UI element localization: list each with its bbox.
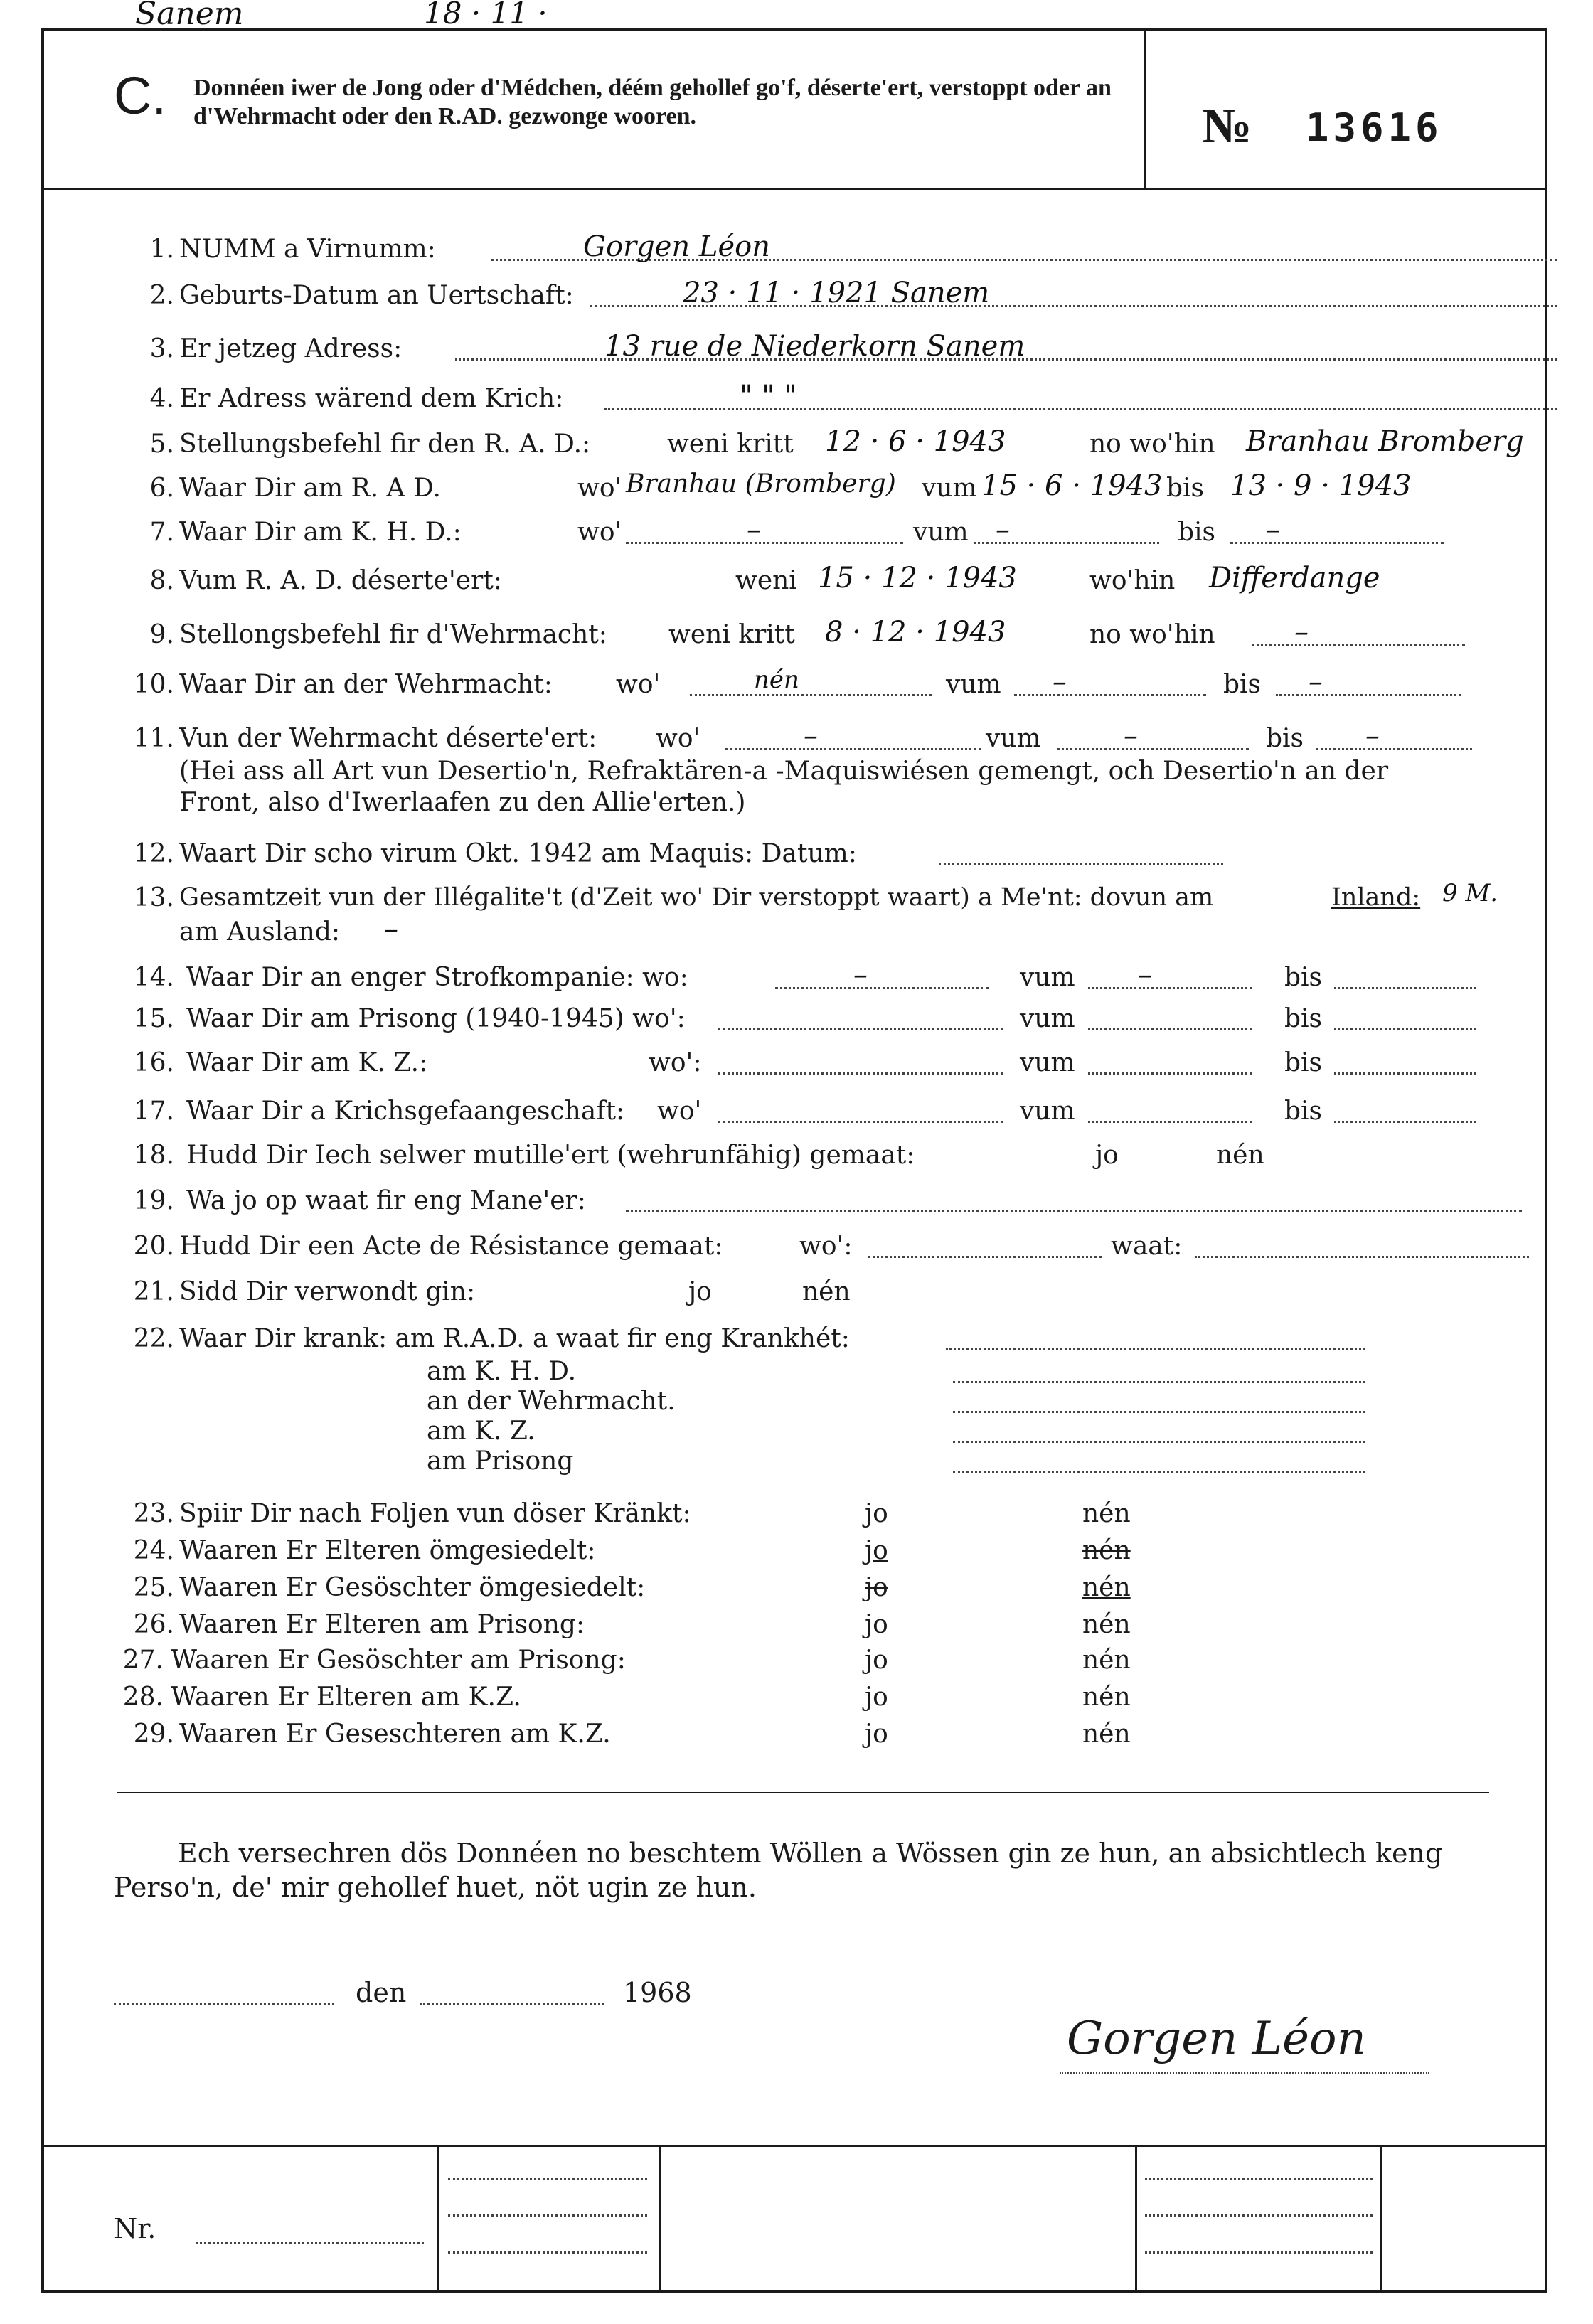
field-label: Waar Dir am K. Z.:: [186, 1048, 428, 1077]
fill-line[interactable]: [1334, 1004, 1476, 1030]
fill-line[interactable]: [868, 1232, 1102, 1258]
field-label: NUMM a Virnumm:: [179, 235, 436, 264]
fill-line[interactable]: [939, 839, 1223, 865]
row-3: [0, 330, 1593, 371]
row-29: [0, 1720, 1593, 1757]
row-number: 13.: [133, 883, 174, 912]
handwritten-dash: –: [1309, 666, 1323, 698]
handwritten-dash: –: [1124, 720, 1138, 752]
row-number: 17.: [133, 1097, 174, 1126]
field-label: waat:: [1111, 1232, 1183, 1261]
row-7: [0, 513, 1593, 555]
field-label: Er Adress wärend dem Krich:: [179, 384, 564, 413]
field-label: wo'hin: [1089, 566, 1176, 595]
fill-line[interactable]: [1088, 1048, 1252, 1075]
field-label: no wo'hin: [1089, 430, 1215, 459]
fill-line[interactable]: [1334, 963, 1476, 989]
field-label: Waart Dir scho virum Okt. 1942 am Maquis: Datum:: [179, 839, 857, 868]
sub-label: am K. H. D.: [427, 1357, 577, 1386]
row-number: 24.: [133, 1536, 174, 1565]
option-yes-struck[interactable]: jo: [865, 1573, 888, 1602]
option-no[interactable]: nén: [1082, 1499, 1131, 1528]
row-number: 14.: [133, 963, 174, 992]
row-2: [0, 277, 1593, 318]
footer-col-1: [437, 2145, 439, 2293]
handwritten-dash: –: [747, 513, 761, 546]
field-label: vum: [1020, 1004, 1075, 1033]
row-number: 16.: [133, 1048, 174, 1077]
handwritten-dash: –: [853, 959, 868, 991]
handwritten-date: 8 · 12 · 1943: [825, 616, 1006, 649]
row-26: [0, 1610, 1593, 1647]
fill-line[interactable]: [1088, 1097, 1252, 1123]
option-no[interactable]: nén: [1082, 1646, 1131, 1675]
row-number: 22.: [133, 1324, 174, 1353]
note-line-1: (Hei ass all Art vun Desertio'n, Refraktären-a -Maquiswiésen gemengt, och Desertio'n an der: [179, 757, 1389, 786]
field-label: Waaren Er Gesöschter am Prisong:: [171, 1646, 626, 1675]
option-yes[interactable]: jo: [865, 1499, 888, 1528]
field-label: vum: [922, 474, 977, 503]
option-no-selected[interactable]: nén: [1082, 1573, 1131, 1602]
field-label: Waaren Er Elteren ömgesiedelt:: [179, 1536, 596, 1565]
field-label: vum: [1020, 1048, 1075, 1077]
row-22: [0, 1324, 1593, 1361]
header-rule: [41, 188, 1547, 190]
row-9: [0, 616, 1593, 657]
row-5: [0, 425, 1593, 467]
row-19: [0, 1186, 1593, 1223]
footer-col-4: [1380, 2145, 1382, 2293]
handwritten-place: Branhau Bromberg: [1246, 425, 1524, 458]
footer-cell-line[interactable]: [448, 2153, 647, 2180]
option-yes[interactable]: jo: [865, 1683, 888, 1712]
fill-line[interactable]: [718, 1097, 1003, 1123]
field-label: Waaren Er Geseschteren am K.Z.: [179, 1720, 611, 1749]
number-symbol: №: [1202, 99, 1252, 154]
option-yes[interactable]: jo: [865, 1720, 888, 1749]
footer-cell-line[interactable]: [448, 2190, 647, 2217]
option-no[interactable]: nén: [1216, 1141, 1264, 1170]
row-number: 20.: [133, 1232, 174, 1261]
row-number: 6.: [149, 474, 174, 503]
handwritten-dash: –: [1294, 616, 1309, 649]
field-label: Wa jo op waat fir eng Mane'er:: [186, 1186, 586, 1215]
handwritten-dash: –: [804, 720, 818, 752]
field-label: wo': [616, 670, 661, 699]
option-yes[interactable]: jo: [1095, 1141, 1119, 1170]
row-14: [0, 959, 1593, 1000]
field-label: vum: [1020, 963, 1075, 992]
row-number: 25.: [133, 1573, 174, 1602]
fill-line[interactable]: [718, 1004, 1003, 1030]
field-label: am Ausland:: [179, 917, 341, 947]
field-label: Geburts-Datum an Uertschaft:: [179, 281, 574, 310]
field-label: Gesamtzeit vun der Illégalite't (d'Zeit wo' Dir verstoppt waart) a Me'nt: dovun am: [179, 883, 1214, 912]
fill-line[interactable]: [626, 518, 903, 544]
option-no[interactable]: nén: [1082, 1720, 1131, 1749]
row-number: 2.: [149, 281, 174, 310]
row-20: [0, 1232, 1593, 1269]
fill-line[interactable]: [1195, 1232, 1529, 1258]
row-number: 15.: [133, 1004, 174, 1033]
footer-cell-line[interactable]: [1145, 2153, 1373, 2180]
footer-cell-line[interactable]: [1145, 2190, 1373, 2217]
handwritten-dash: –: [996, 513, 1010, 546]
field-label: Hudd Dir een Acte de Résistance gemaat:: [179, 1232, 723, 1261]
field-label: bis: [1266, 724, 1304, 753]
fill-line[interactable]: [1334, 1048, 1476, 1075]
option-no[interactable]: nén: [1082, 1610, 1131, 1639]
field-label: bis: [1284, 963, 1323, 992]
field-label: Spiir Dir nach Foljen vun döser Kränkt:: [179, 1499, 691, 1528]
field-label: weni kritt: [668, 620, 795, 649]
fill-line[interactable]: [953, 1446, 1365, 1473]
note-line-2: Front, also d'Iwerlaafen zu den Allie'erten.): [179, 788, 746, 817]
option-yes[interactable]: jo: [688, 1277, 712, 1306]
row-number: 21.: [133, 1277, 174, 1306]
fill-line[interactable]: [1316, 724, 1472, 750]
date-line[interactable]: [420, 1978, 604, 2005]
handwritten-birth: 23 · 11 · 1921 Sanem: [683, 277, 990, 309]
signature: Gorgen Léon: [1067, 2013, 1366, 2065]
option-yes[interactable]: jo: [865, 1646, 888, 1675]
option-no[interactable]: nén: [802, 1277, 851, 1306]
field-label: wo':: [799, 1232, 853, 1261]
row-number: 23.: [133, 1499, 174, 1528]
fill-line[interactable]: [946, 1324, 1365, 1350]
fill-line[interactable]: [1088, 963, 1252, 989]
section-letter: C.: [114, 66, 166, 125]
field-label: vum: [946, 670, 1001, 699]
row-10: [0, 666, 1593, 707]
row-number: 1.: [149, 235, 174, 264]
fill-line[interactable]: [1230, 518, 1444, 544]
handwritten-months: 9 M.: [1442, 879, 1498, 907]
row-number: 12.: [133, 839, 174, 868]
field-label: no wo'hin: [1089, 620, 1215, 649]
year-label: 1968: [623, 1977, 692, 2008]
fill-line[interactable]: [1057, 724, 1249, 750]
sub-label: an der Wehrmacht.: [427, 1387, 676, 1416]
handwritten-place: Sanem: [135, 0, 244, 32]
field-label: Waar Dir am K. H. D.:: [179, 518, 462, 547]
row-17: [0, 1097, 1593, 1134]
fill-line[interactable]: [1334, 1097, 1476, 1123]
row-number: 26.: [133, 1610, 174, 1639]
handwritten-dash: –: [1266, 513, 1280, 546]
fill-line[interactable]: [1276, 670, 1461, 696]
row-11: [0, 720, 1593, 761]
row-number: 18.: [133, 1141, 174, 1170]
row-16: [0, 1048, 1593, 1085]
row-18: [0, 1141, 1593, 1178]
field-label: bis: [1284, 1048, 1323, 1077]
handwritten-ditto: " " ": [740, 380, 797, 412]
footer-cell-line[interactable]: [448, 2227, 647, 2254]
fill-line[interactable]: [690, 670, 932, 696]
field-label: wo': [577, 518, 622, 547]
handwritten-dash: –: [1365, 720, 1380, 752]
signature-line[interactable]: [1060, 2048, 1429, 2074]
field-label: wo':: [649, 1048, 702, 1077]
field-label: Er jetzeg Adress:: [179, 334, 403, 363]
row-21: [0, 1277, 1593, 1314]
field-label: Waar Dir an der Wehrmacht:: [179, 670, 553, 699]
sub-label: am K. Z.: [427, 1417, 536, 1446]
option-no-struck[interactable]: nén: [1082, 1536, 1131, 1565]
field-label: vum: [913, 518, 969, 547]
fill-line[interactable]: [1014, 670, 1206, 696]
handwritten-date: 12 · 6 · 1943: [825, 425, 1006, 458]
row-number: 3.: [149, 334, 174, 363]
field-label: wo': [656, 724, 700, 753]
footer-rule: [41, 2145, 1547, 2147]
option-yes-selected[interactable]: jo: [865, 1536, 888, 1565]
row-1: [0, 230, 1593, 272]
handwritten-name: Gorgen Léon: [583, 230, 770, 263]
field-label: Waar Dir am R. A D.: [179, 474, 441, 503]
field-label: bis: [1178, 518, 1216, 547]
row-13-cont: [0, 913, 1593, 954]
row-25: [0, 1573, 1593, 1610]
row-number: 4.: [149, 384, 174, 413]
field-label: bis: [1166, 474, 1205, 503]
row-number: 9.: [149, 620, 174, 649]
handwritten-date: 13 · 9 · 1943: [1230, 469, 1412, 502]
handwritten-value: nén: [754, 666, 799, 694]
nr-label: Nr.: [114, 2213, 156, 2244]
field-label: wo': [577, 474, 622, 503]
field-label: Stellungsbefehl fir den R. A. D.:: [179, 430, 591, 459]
field-label: Hudd Dir Iech selwer mutille'ert (wehrunfähig) gemaat:: [186, 1141, 915, 1170]
field-label: Stellongsbefehl fir d'Wehrmacht:: [179, 620, 607, 649]
field-label: Waaren Er Elteren am K.Z.: [171, 1683, 521, 1712]
row-number: 28.: [122, 1683, 164, 1712]
row-28: [0, 1683, 1593, 1720]
footer-col-2: [659, 2145, 661, 2293]
handwritten-dash: –: [1138, 959, 1152, 991]
row-number: 11.: [133, 724, 174, 753]
place-line[interactable]: [114, 1978, 334, 2005]
row-number: 29.: [133, 1720, 174, 1749]
handwritten-date: 15 · 6 · 1943: [981, 469, 1163, 502]
field-label: Waar Dir krank: am R.A.D. a waat fir eng Krankhét:: [179, 1324, 850, 1353]
fill-line[interactable]: [1088, 1004, 1252, 1030]
field-label: Waar Dir a Krichsgefaangeschaft:: [186, 1097, 625, 1126]
field-label: bis: [1284, 1097, 1323, 1126]
field-label: Waaren Er Elteren am Prisong:: [179, 1610, 585, 1639]
row-15: [0, 1004, 1593, 1041]
field-label: wo': [657, 1097, 702, 1126]
handwritten-date: 18 · 11 ·: [424, 0, 548, 31]
field-label: weni kritt: [667, 430, 794, 459]
fill-line[interactable]: [953, 1387, 1365, 1413]
row-number: 19.: [133, 1186, 174, 1215]
field-label: Waar Dir an enger Strofkompanie: wo:: [186, 963, 688, 992]
den-label: den: [356, 1977, 407, 2008]
handwritten-place: Branhau (Bromberg): [626, 469, 896, 499]
nr-line[interactable]: [196, 2217, 424, 2244]
row-number: 8.: [149, 566, 174, 595]
header-divider: [1144, 28, 1146, 189]
footer-cell-line[interactable]: [1145, 2227, 1373, 2254]
row-12: [0, 839, 1593, 876]
fill-line[interactable]: [953, 1417, 1365, 1443]
form-number: 13616: [1306, 105, 1443, 150]
fill-line[interactable]: [718, 1048, 1003, 1075]
handwritten-dash: –: [384, 913, 398, 946]
handwritten-date: 15 · 12 · 1943: [818, 562, 1017, 595]
row-4: [0, 380, 1593, 421]
footer-col-3: [1135, 2145, 1137, 2293]
row-number: 5.: [149, 430, 174, 459]
row-6: [0, 469, 1593, 511]
handwritten-place: Differdange: [1209, 562, 1380, 595]
form-title: Donnéen iwer de Jong oder d'Médchen, déém gehollef go'f, déserte'ert, verstoppt oder an d'Wehrmacht oder den R.AD. gezwonge wooren.: [193, 75, 1112, 129]
handwritten-address: 13 rue de Niederkorn Sanem: [604, 330, 1025, 363]
field-label: weni: [735, 566, 797, 595]
sub-label: am Prisong: [427, 1446, 574, 1476]
row-22-sub-4: [0, 1446, 1593, 1483]
fill-line[interactable]: [626, 1186, 1522, 1212]
field-label: Vum R. A. D. déserte'ert:: [179, 566, 502, 595]
row-23: [0, 1499, 1593, 1536]
declaration-text: Ech versechren dös Donnéen no beschtem Wöllen a Wössen gin ze hun, an absichtlech keng Perso'n, de' mir gehollef huet, nöt ugin ze hun.: [114, 1838, 1443, 1903]
row-24: [0, 1536, 1593, 1573]
field-label: Waaren Er Gesöschter ömgesiedelt:: [179, 1573, 646, 1602]
field-label: bis: [1223, 670, 1262, 699]
fill-line[interactable]: [1252, 620, 1465, 646]
field-label: vum: [1020, 1097, 1075, 1126]
field-label: Vun der Wehrmacht déserte'ert:: [179, 724, 597, 753]
option-no[interactable]: nén: [1082, 1683, 1131, 1712]
fill-line[interactable]: [775, 963, 989, 989]
declaration-rule: [117, 1792, 1489, 1793]
row-27: [0, 1646, 1593, 1683]
fill-line[interactable]: [725, 724, 981, 750]
field-label: vum: [986, 724, 1041, 753]
fill-line[interactable]: [953, 1357, 1365, 1383]
field-label-inland: Inland:: [1331, 883, 1421, 912]
option-yes[interactable]: jo: [865, 1610, 888, 1639]
field-label: bis: [1284, 1004, 1323, 1033]
field-label: Waar Dir am Prisong (1940-1945) wo':: [186, 1004, 686, 1033]
row-13: [0, 879, 1593, 920]
row-number: 7.: [149, 518, 174, 547]
row-8: [0, 562, 1593, 603]
row-number: 27.: [122, 1646, 164, 1675]
row-number: 10.: [133, 670, 174, 699]
handwritten-dash: –: [1053, 666, 1067, 698]
field-label: Sidd Dir verwondt gin:: [179, 1277, 476, 1306]
